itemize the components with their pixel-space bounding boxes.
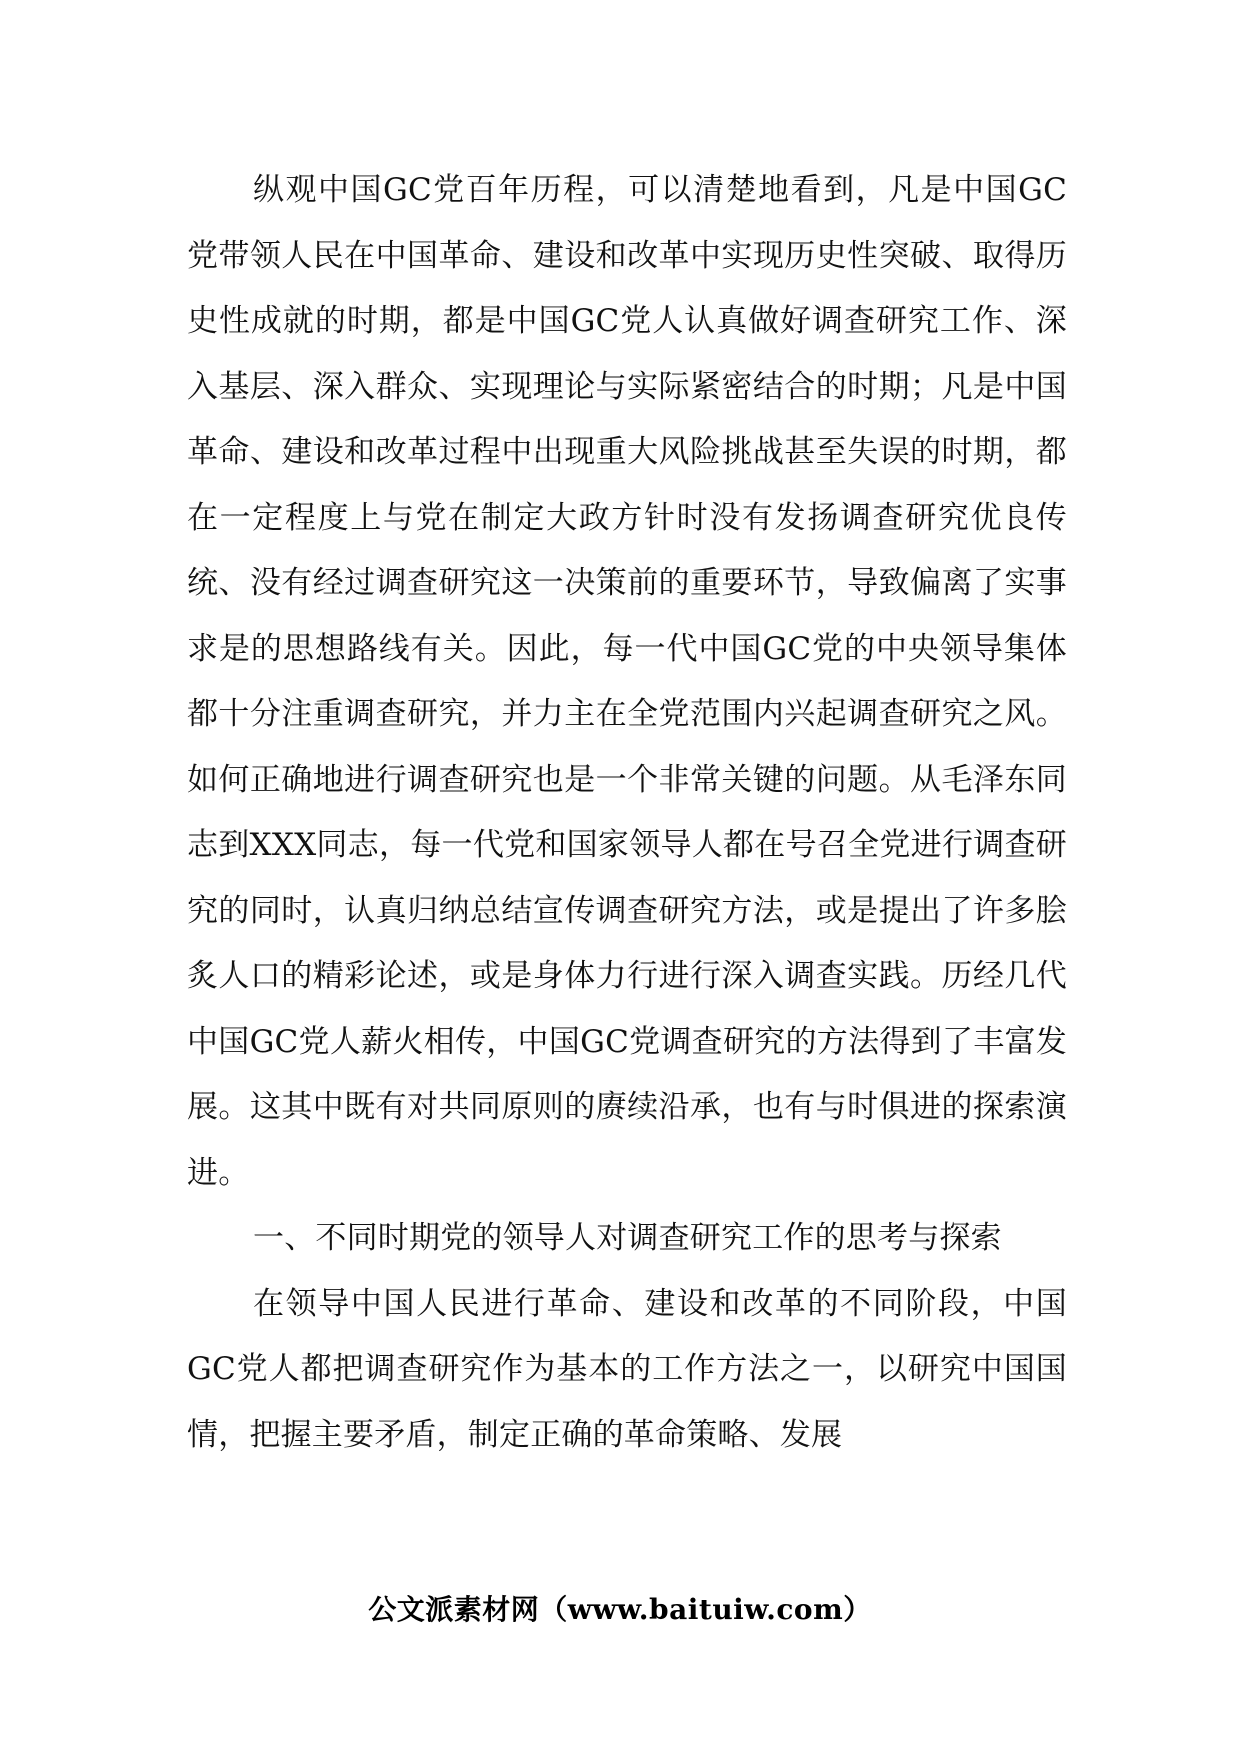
body-paragraph-section-1: 在领导中国人民进行革命、建设和改革的不同阶段，中国GC党人都把调查研究作为基本的工作方法之一，以研究中国国情，把握主要矛盾，制定正确的革命策略、发展 (187, 1285, 1067, 1453)
document-body (187, 158, 1067, 1468)
footer-watermark: 公文派素材网（www.baituiw.com） (368, 1593, 872, 1626)
body-paragraph-overview: 纵观中国GC党百年历程，可以清楚地看到，凡是中国GC党带领人民在中国革命、建设和改革中实现历史性突破、取得历史性成就的时期，都是中国GC党人认真做好调查研究工作、深入基层、深入群众、实现理论与实际紧密结合的时期；凡是中国革命、建设和改革过程中出现重大风险挑战甚至失误的时期，都在一定程度上与党在制定大政方针时没有发扬调查研究优良传统、没有经过调查研究这一决策前的重要环节，导致偏离了实事求是的思想路线有关。因此，每一代中国GC党的中央领导集体都十分注重调查研究，并力主在全党范围内兴起调查研究之风。如何正确地进行调查研究也是一个非常关键的问题。从毛泽东同志到XXX同志，每一代党和国家领导人都在号召全党进行调查研究的同时，认真归纳总结宣传调查研究方法，或是提出了许多脍炙人口的精彩论述，或是身体力行进行深入调查实践。历经几代中国GC党人薪火相传，中国GC党调查研究的方法得到了丰富发展。这其中既有对共同原则的赓续沿承，也有与时俱进的探索演进。 (187, 172, 1067, 1191)
section-heading-1: 一、不同时期党的领导人对调查研究工作的思考与探索 (253, 1220, 1002, 1256)
